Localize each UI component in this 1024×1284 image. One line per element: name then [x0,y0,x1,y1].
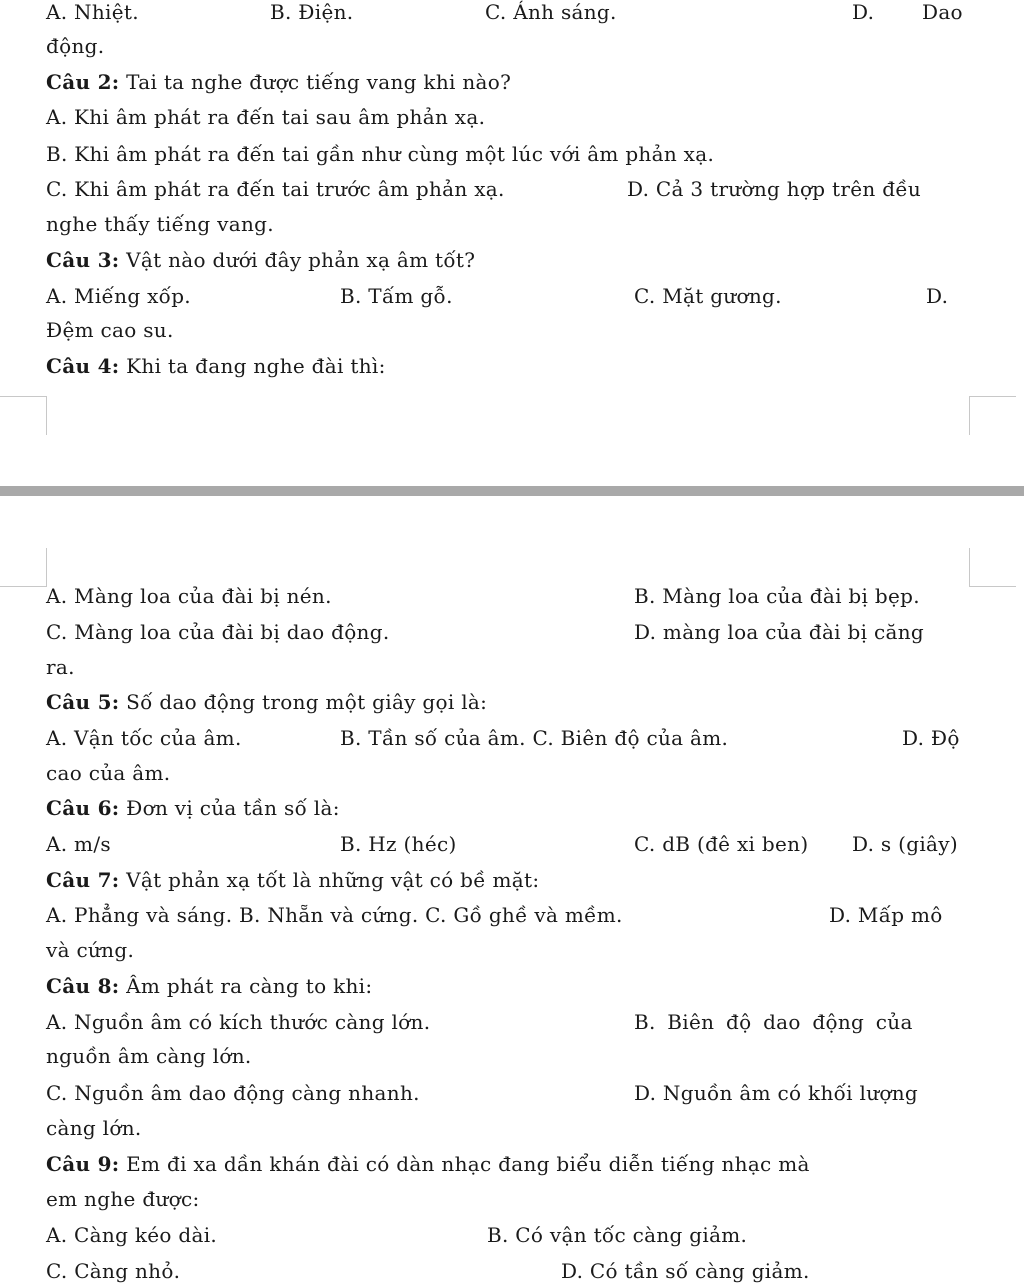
q2-option-b: B. Khi âm phát ra đến tai gần như cùng một lúc với âm phản xạ. [46,142,715,166]
question-6-label: Câu 6: [46,796,120,820]
margin-corner-marker [0,396,47,435]
q8-option-d: D. Nguồn âm có khối lượng [634,1081,919,1105]
question-9-label: Câu 9: [46,1152,120,1176]
q6-option-c: C. dB (đê xi ben) [634,832,809,856]
q1-option-d: D. [852,0,875,24]
q2-option-c: C. Khi âm phát ra đến tai trước âm phản xạ. [46,177,505,201]
question-9 [46,1151,810,1177]
q7-option-d: D. Mấp mô [829,903,943,927]
question-6 [46,795,340,821]
q8-option-b-wrap: nguồn âm càng lớn. [46,1044,252,1068]
document-page-2 [0,496,1024,1283]
margin-corner-marker [0,548,47,587]
q4-option-d: D. màng loa của đài bị căng [634,620,924,644]
question-4-text: Khi ta đang nghe đài thì: [126,354,386,378]
q8-option-b: B. Biên độ dao động của [634,1010,913,1034]
q4-option-d-wrap: ra. [46,655,75,679]
question-4 [46,353,386,379]
margin-corner-marker [969,396,1016,435]
q3-option-d-wrap: Đệm cao su. [46,318,174,342]
question-2-label: Câu 2: [46,70,120,94]
question-2-text: Tai ta nghe được tiếng vang khi nào? [126,70,512,94]
q2-option-d-wrap: nghe thấy tiếng vang. [46,212,274,236]
q9-option-b: B. Có vận tốc càng giảm. [487,1223,748,1247]
q2-option-a: A. Khi âm phát ra đến tai sau âm phản xạ. [46,105,486,129]
q9-option-c: C. Càng nhỏ. [46,1259,181,1283]
question-5-label: Câu 5: [46,690,120,714]
question-7-label: Câu 7: [46,868,120,892]
q7-option-d-wrap: và cứng. [46,938,135,962]
question-3-text: Vật nào dưới đây phản xạ âm tốt? [126,248,476,272]
q1-option-b: B. Điện. [270,0,354,24]
margin-corner-marker [969,548,1016,587]
question-5-text: Số dao động trong một giây gọi là: [126,690,488,714]
q5-option-d-wrap: cao của âm. [46,761,171,785]
q5-option-a: A. Vận tốc của âm. [46,726,242,750]
q9-option-d: D. Có tần số càng giảm. [561,1259,810,1283]
q9-option-a: A. Càng kéo dài. [46,1223,218,1247]
q4-option-c: C. Màng loa của đài bị dao động. [46,620,390,644]
q4-option-a: A. Màng loa của đài bị nén. [46,584,332,608]
question-3-label: Câu 3: [46,248,120,272]
q1-option-c: C. Ánh sáng. [485,0,617,24]
q8-option-d-wrap: càng lớn. [46,1116,142,1140]
q6-option-b: B. Hz (héc) [340,832,457,856]
q5-option-b-c: B. Tần số của âm. C. Biên độ của âm. [340,726,729,750]
q4-option-b: B. Màng loa của đài bị bẹp. [634,584,920,608]
question-7 [46,867,539,893]
q5-option-d: D. Độ [902,726,960,750]
q1-option-a: A. Nhiệt. [46,0,139,24]
question-9-text: Em đi xa dần khán đài có dàn nhạc đang biểu diễn tiếng nhạc mà [126,1152,810,1176]
q1-option-d-wrap: động. [46,34,105,58]
question-6-text: Đơn vị của tần số là: [126,796,340,820]
question-4-label: Câu 4: [46,354,120,378]
q3-option-a: A. Miếng xốp. [46,284,191,308]
q6-option-d: D. s (giây) [852,832,958,856]
q8-option-a: A. Nguồn âm có kích thước càng lớn. [46,1010,431,1034]
q3-option-c: C. Mặt gương. [634,284,782,308]
question-9-text-wrap: em nghe được: [46,1187,200,1211]
q1-option-d-word: Dao [922,0,963,24]
q7-option-a-b-c: A. Phẳng và sáng. B. Nhẵn và cứng. C. Gồ ghề và mềm. [46,903,623,927]
question-5 [46,689,487,715]
question-8-label: Câu 8: [46,974,120,998]
page-break-gap [0,486,1024,496]
question-2 [46,69,511,95]
question-7-text: Vật phản xạ tốt là những vật có bề mặt: [126,868,540,892]
q2-option-d: D. Cả 3 trường hợp trên đều [627,177,922,201]
question-8 [46,973,372,999]
q6-option-a: A. m/s [46,832,111,856]
q8-option-c: C. Nguồn âm dao động càng nhanh. [46,1081,420,1105]
question-8-text: Âm phát ra càng to khi: [126,974,373,998]
question-3 [46,247,475,273]
document-page-1 [0,0,1024,486]
q3-option-d: D. [926,284,949,308]
q3-option-b: B. Tấm gỗ. [340,284,453,308]
